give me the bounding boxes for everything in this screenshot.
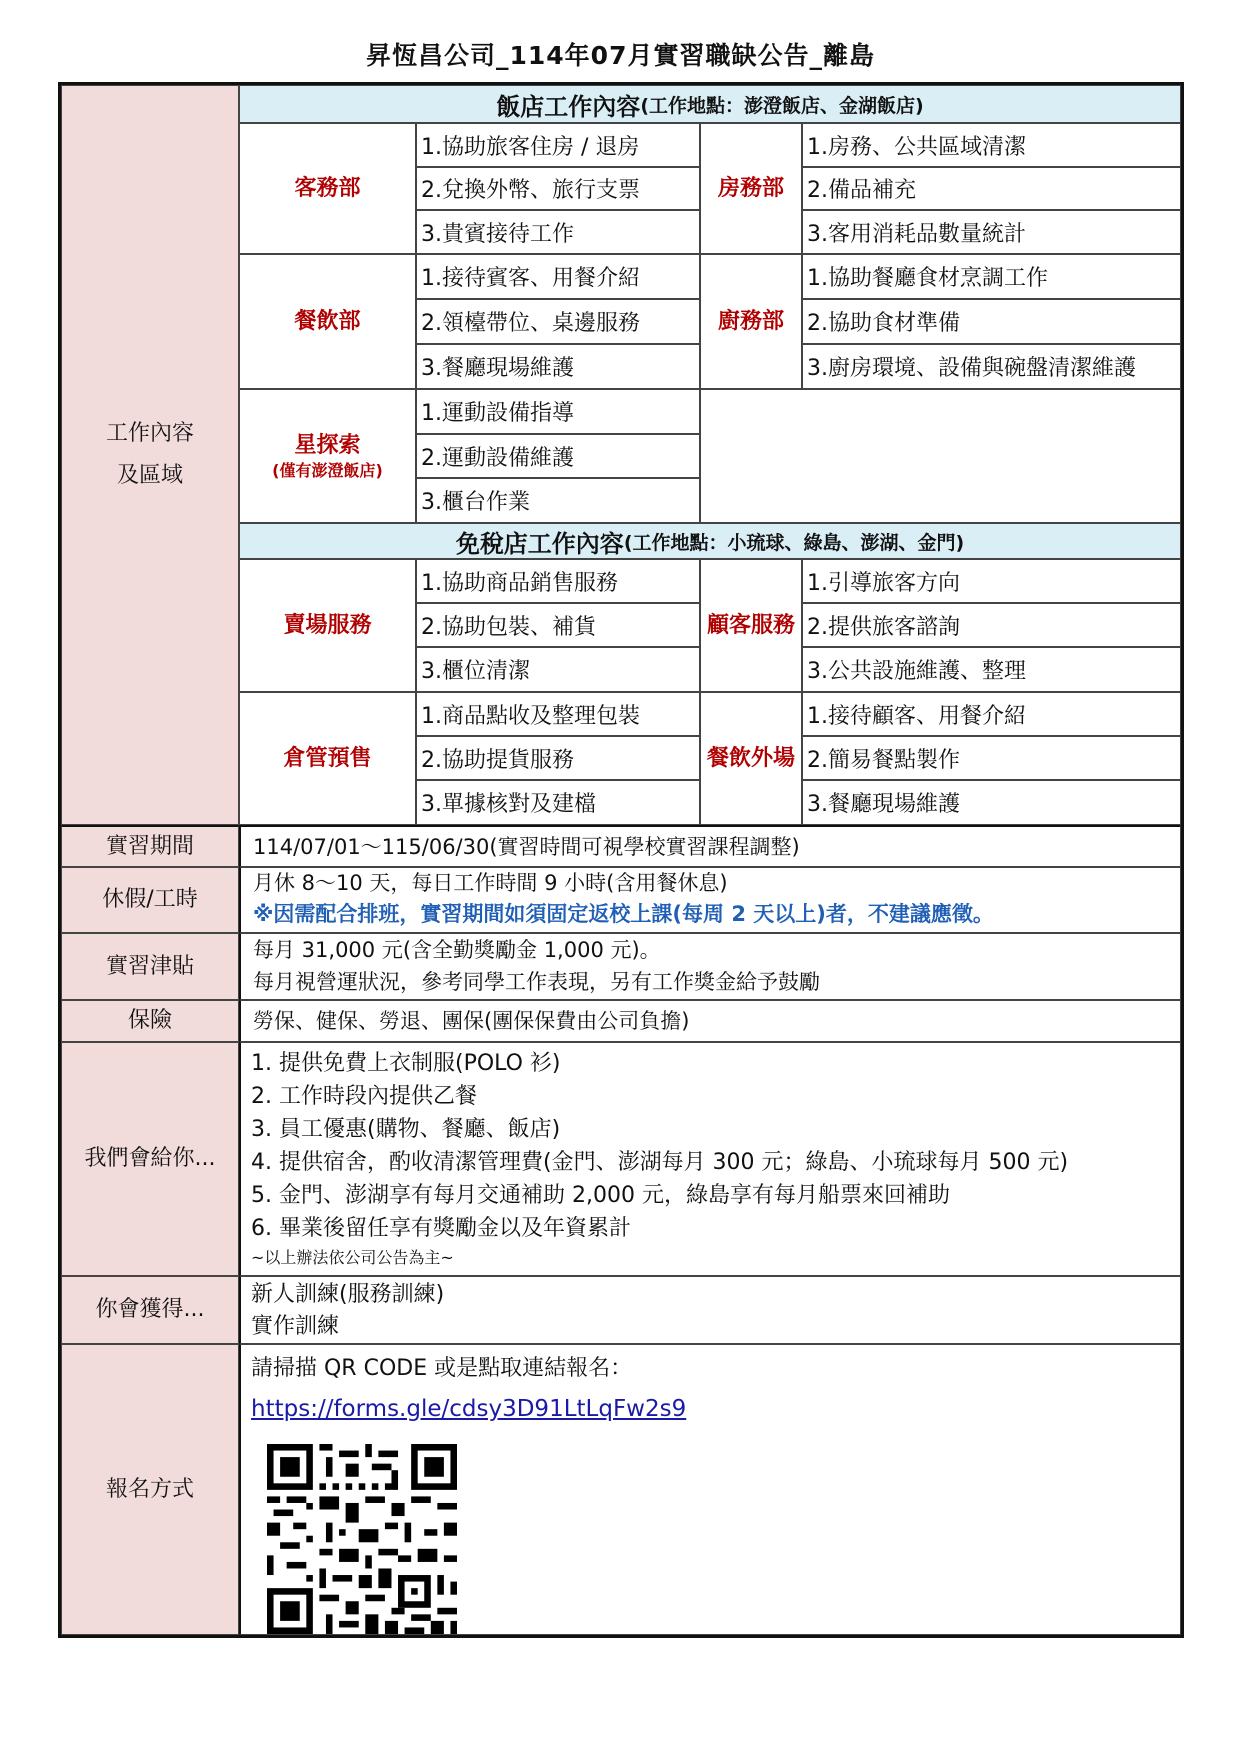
dept-name: 星探索	[294, 433, 361, 458]
work-label	[61, 85, 239, 825]
allowance-value	[239, 933, 1181, 1000]
list-item: 3.貴賓接待工作	[416, 210, 700, 254]
list-item: 2.協助食材準備	[802, 299, 1181, 344]
dept-sales-floor	[239, 559, 416, 692]
dept-front-office	[239, 123, 416, 254]
leave-warning: ※因需配合排班，實習期間如須固定返校上課(每周 2 天以上)者，不建議應徵。	[253, 902, 994, 926]
list-item: 3.櫃台作業	[416, 478, 700, 523]
leave-line1: 月休 8～10 天，每日工作時間 9 小時(含用餐休息)	[253, 871, 728, 895]
benefits-list	[239, 1042, 1181, 1276]
qr-code-icon[interactable]	[267, 1444, 457, 1634]
list-item: 2.簡易餐點製作	[802, 736, 1181, 780]
list-item: 2. 工作時段內提供乙餐	[251, 1084, 477, 1109]
list-item: 1.協助旅客住房 / 退房	[416, 123, 700, 167]
dept-name: 倉管預售	[283, 745, 372, 771]
page-title: 昇恆昌公司_114年07月實習職缺公告_離島	[366, 41, 875, 70]
dept-name: 房務部	[717, 175, 784, 201]
list-item: 1.運動設備指導	[416, 389, 700, 434]
list-item: 1.接待顧客、用餐介紹	[802, 692, 1181, 736]
work-label-line1: 工作內容	[105, 421, 194, 446]
list-item: 6. 畢業後留任享有獎勵金以及年資累計	[251, 1216, 631, 1241]
list-item: 3.公共設施維護、整理	[802, 647, 1181, 692]
list-item: 3.單據核對及建檔	[416, 780, 700, 825]
dutyfree-header-title: 免稅店工作內容	[455, 529, 624, 558]
dept-warehouse	[239, 692, 416, 825]
dept-food-beverage	[239, 254, 416, 389]
allowance-line2: 每月視營運狀況，參考同學工作表現，另有工作獎金給予鼓勵	[253, 970, 820, 994]
gain-label: 你會獲得...	[61, 1276, 239, 1344]
insurance-value: 勞保、健保、勞退、團保(團保保費由公司負擔)	[239, 1000, 1181, 1042]
list-item: 1.協助商品銷售服務	[416, 559, 700, 603]
list-item: 3.櫃位清潔	[416, 647, 700, 692]
list-item: 新人訓練(服務訓練)	[251, 1282, 445, 1307]
insurance-label: 保險	[61, 1000, 239, 1042]
dept-name: 餐飲外場	[706, 745, 795, 771]
list-item: 2.運動設備維護	[416, 434, 700, 478]
benefits-label: 我們會給你...	[61, 1042, 239, 1276]
dept-kitchen	[700, 254, 802, 389]
list-item: 3.客用消耗品數量統計	[802, 210, 1181, 254]
list-item: 2.備品補充	[802, 167, 1181, 210]
dept-name: 廚務部	[717, 308, 784, 334]
list-item: 1.商品點收及整理包裝	[416, 692, 700, 736]
list-item: 2.協助包裝、補貨	[416, 603, 700, 647]
dept-name: 客務部	[294, 175, 361, 201]
dept-housekeeping	[700, 123, 802, 254]
period-value: 114/07/01～115/06/30(實習時間可視學校實習課程調整)	[239, 825, 1181, 867]
apply-instruction: 請掃描 QR CODE 或是點取連結報名：	[251, 1356, 633, 1381]
list-item: 3.餐廳現場維護	[416, 344, 700, 389]
list-item: 4. 提供宿舍，酌收清潔管理費(金門、澎湖每月 300 元；綠島、小琉球每月 500 元)	[251, 1150, 1069, 1175]
list-item: 1. 提供免費上衣制服(POLO 衫)	[251, 1051, 561, 1076]
work-label-line2: 及區域	[116, 463, 183, 488]
leave-value	[239, 867, 1181, 933]
apply-section	[239, 1344, 1181, 1635]
leave-label: 休假/工時	[61, 867, 239, 933]
benefits-note: ~以上辦法依公司公告為主~	[251, 1248, 454, 1267]
dept-name: 顧客服務	[706, 612, 795, 638]
list-item: 3. 員工優惠(購物、餐廳、飯店)	[251, 1117, 561, 1142]
list-item: 實作訓練	[251, 1314, 340, 1339]
dept-customer-service	[700, 559, 802, 692]
list-item: 2.提供旅客諮詢	[802, 603, 1181, 647]
list-item: 3.廚房環境、設備與碗盤清潔維護	[802, 344, 1181, 389]
period-label: 實習期間	[61, 825, 239, 867]
empty-cell	[700, 389, 1181, 523]
dept-fb-floor	[700, 692, 802, 825]
dept-note: (僅有澎澄飯店)	[272, 461, 383, 480]
gain-list	[239, 1276, 1181, 1344]
list-item: 1.引導旅客方向	[802, 559, 1181, 603]
apply-label: 報名方式	[61, 1344, 239, 1635]
list-item: 5. 金門、澎湖享有每月交通補助 2,000 元，綠島享有每月船票來回補助	[251, 1183, 950, 1208]
list-item: 2.領檯帶位、桌邊服務	[416, 299, 700, 344]
hotel-header	[239, 85, 1181, 123]
dutyfree-header	[239, 523, 1181, 559]
list-item: 2.兌換外幣、旅行支票	[416, 167, 700, 210]
dept-name: 賣場服務	[283, 612, 372, 638]
job-table	[58, 82, 1184, 1638]
hotel-header-title: 飯店工作內容	[496, 92, 641, 121]
list-item: 3.餐廳現場維護	[802, 780, 1181, 825]
dutyfree-location: (工作地點：小琉球、綠島、澎湖、金門)	[623, 531, 965, 554]
allowance-label: 實習津貼	[61, 933, 239, 1000]
list-item: 2.協助提貨服務	[416, 736, 700, 780]
dept-name: 餐飲部	[294, 308, 361, 334]
list-item: 1.房務、公共區域清潔	[802, 123, 1181, 167]
allowance-line1: 每月 31,000 元(含全勤獎勵金 1,000 元)。	[253, 938, 661, 962]
list-item: 1.接待賓客、用餐介紹	[416, 254, 700, 299]
apply-link[interactable]: https://forms.gle/cdsy3D91LtLqFw2s9	[251, 1396, 687, 1422]
hotel-location: (工作地點：澎澄飯店、金湖飯店)	[640, 94, 924, 117]
dept-star-explore	[239, 389, 416, 523]
list-item: 1.協助餐廳食材烹調工作	[802, 254, 1181, 299]
